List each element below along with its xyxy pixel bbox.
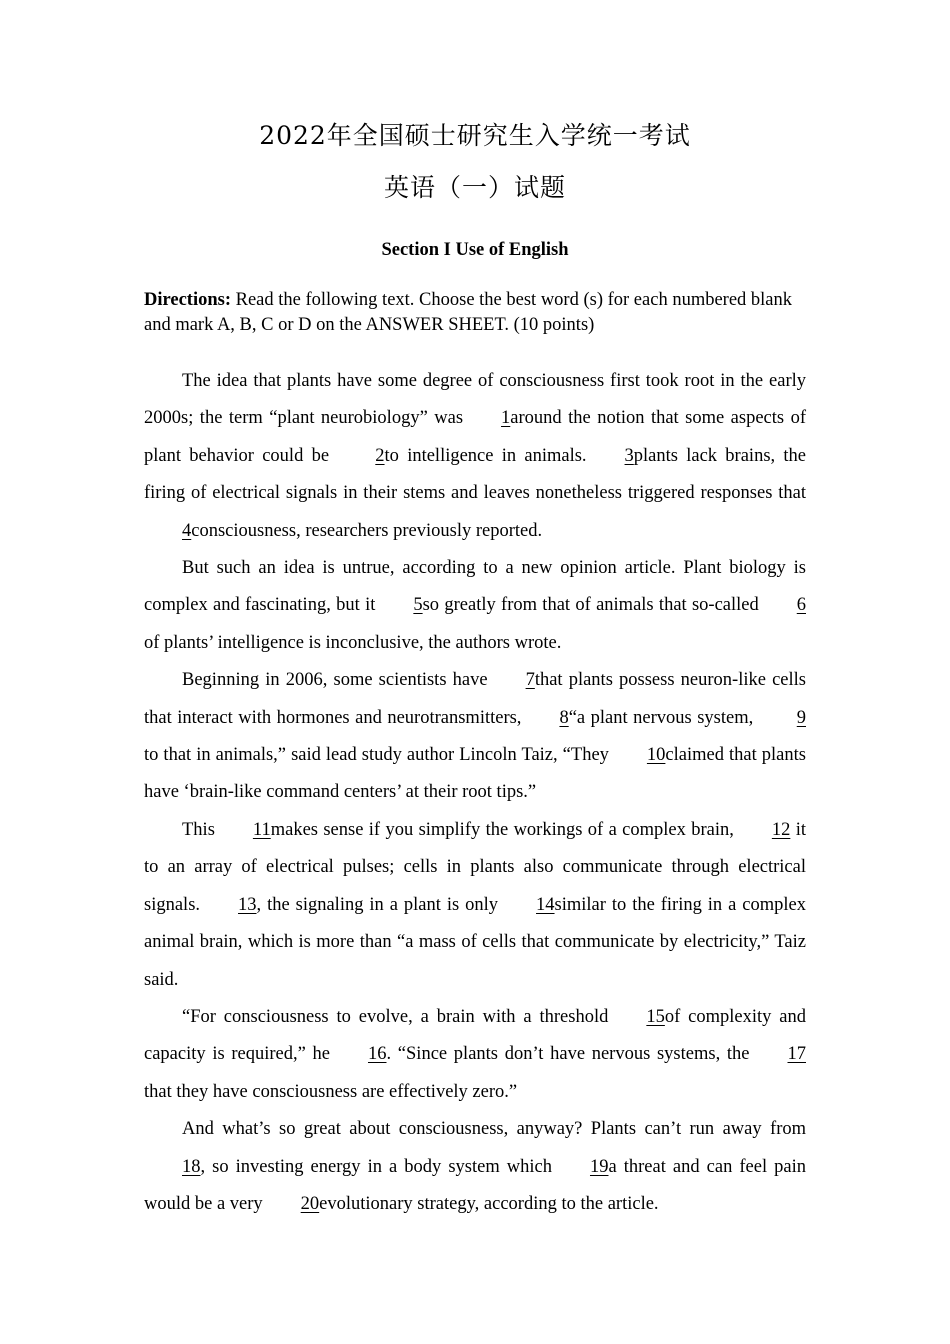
- text: a threat and can feel pain would be a very: [144, 1156, 806, 1214]
- text: that they have consciousness are effectively zero.”: [144, 1081, 518, 1102]
- text: The idea that plants have some degree of consciousness first took root in the early 2000s; the term “plant neurobiology” was: [144, 371, 806, 429]
- blank-3: 3: [624, 445, 634, 466]
- exam-title: 2022年全国硕士研究生入学统一考试: [259, 121, 691, 150]
- text: And what’s so great about consciousness, anyway? Plants can’t run away from: [182, 1119, 806, 1140]
- blank-20: 20: [300, 1193, 320, 1214]
- text: to intelligence in animals.: [384, 445, 587, 466]
- blank-5: 5: [413, 595, 423, 616]
- exam-subtitle: 英语（一）试题: [383, 173, 566, 202]
- blank-11: 11: [252, 819, 271, 840]
- blank-7: 7: [525, 670, 535, 691]
- blank-8: 8: [559, 707, 569, 728]
- paragraph-2: [144, 550, 806, 662]
- paragraph-4: [144, 812, 806, 999]
- text: evolutionary strategy, according to the article.: [319, 1193, 659, 1214]
- blank-12: 12: [771, 819, 791, 840]
- blank-6: 6: [796, 595, 806, 616]
- text: makes sense if you simplify the workings of a complex brain,: [270, 819, 734, 840]
- paragraph-3: [144, 662, 806, 812]
- blank-15: 15: [646, 1006, 665, 1027]
- text: “a plant nervous system,: [568, 707, 754, 728]
- paragraph-1: [144, 363, 806, 550]
- directions-label: Directions:: [144, 290, 231, 310]
- passage: [144, 363, 806, 1223]
- text: plants lack brains, the firing of electrical signals in their stems and leaves nonetheless triggered responses that: [144, 445, 806, 504]
- blank-9: 9: [796, 707, 806, 728]
- blank-17: 17: [787, 1044, 806, 1065]
- text: But such an idea is untrue, according to a new opinion article. Plant biology is complex and fascinating, but it: [144, 558, 806, 616]
- text: . “Since plants don’t have nervous systems, the: [386, 1044, 750, 1065]
- blank-10: 10: [646, 745, 666, 766]
- text: Beginning in 2006, some scientists have: [182, 670, 488, 691]
- blank-4: 4: [182, 520, 192, 541]
- text: to that in animals,” said lead study author Lincoln Taiz, “They: [144, 745, 609, 766]
- text: “For consciousness to evolve, a brain with a threshold: [182, 1006, 609, 1027]
- text: of complexity and capacity is required,” he: [144, 1006, 806, 1065]
- text: it to an array of electrical pulses; cells in plants also communicate through electrical signals.: [144, 819, 807, 915]
- section-heading: Section I Use of English: [381, 240, 569, 260]
- text: This: [182, 819, 215, 840]
- blank-1: 1: [501, 408, 511, 429]
- paragraph-5: [144, 999, 806, 1111]
- text: similar to the firing in a complex animal brain, which is more than “a mass of cells that communicate by electricity,” Taiz said.: [144, 894, 806, 990]
- directions-text: Read the following text. Choose the best word (s) for each numbered blank and mark A, B, C or D on the ANSWER SHEET. (10 points): [144, 290, 793, 335]
- directions: [144, 288, 806, 338]
- blank-16: 16: [367, 1044, 387, 1065]
- text: , the signaling in a plant is only: [256, 894, 499, 915]
- text: claimed that plants have ‘brain-like command centers’ at their root tips.”: [144, 745, 806, 803]
- blank-18: 18: [182, 1156, 201, 1177]
- text: consciousness, researchers previously reported.: [191, 520, 543, 541]
- blank-2: 2: [375, 445, 385, 466]
- text: around the notion that some aspects of plant behavior could be: [144, 408, 806, 466]
- blank-13: 13: [238, 894, 257, 915]
- text: of plants’ intelligence is inconclusive, the authors wrote.: [144, 632, 562, 653]
- text: so greatly from that of animals that so-called: [422, 595, 759, 616]
- paragraph-6: [144, 1111, 806, 1223]
- text: , so investing energy in a body system which: [200, 1156, 552, 1177]
- blank-14: 14: [536, 894, 555, 915]
- blank-19: 19: [589, 1156, 609, 1177]
- text: that plants possess neuron-like cells that interact with hormones and neurotransmitters,: [144, 670, 806, 728]
